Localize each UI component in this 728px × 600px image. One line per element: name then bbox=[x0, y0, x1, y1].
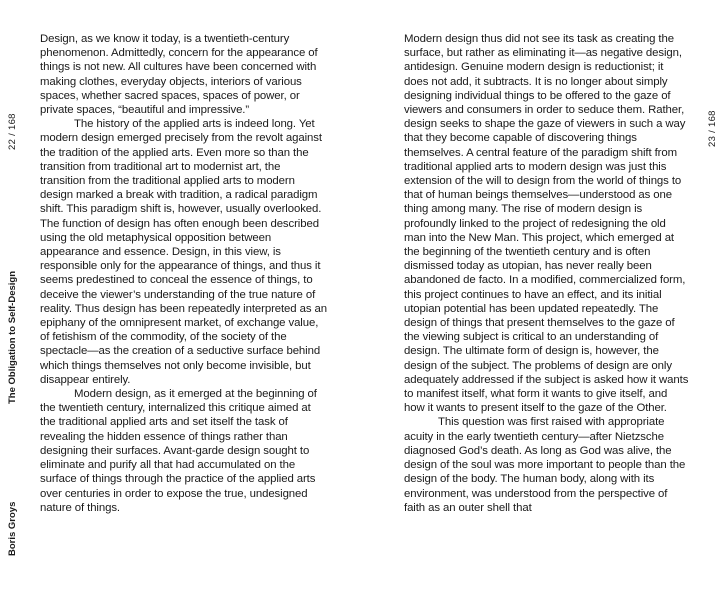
left-text-column bbox=[40, 32, 328, 515]
paragraph: Design, as we know it today, is a twentieth-century phenomenon. Admittedly, concern for the appearance of things is not new. All cultures have been concerned with making clothes, everyday objects, interiors of various spaces, whether sacred spaces, spaces of power, or private spaces, “beautiful and impressive.” bbox=[40, 33, 318, 117]
right-page-number: 23 / 168 bbox=[707, 110, 718, 147]
author-name: Boris Groys bbox=[7, 501, 18, 556]
left-page-number: 22 / 168 bbox=[7, 113, 18, 150]
paragraph: Modern design, as it emerged at the beginning of the twentieth century, internalized this critique aimed at the traditional applied arts and set itself the task of revealing the hidden essence of things rather than designing their surfaces. Avant-garde design sought to eliminate and purify all that had accumulated on the surface of things through the practice of the applied arts over centuries in order to expose the true, undesigned nature of things. bbox=[40, 388, 317, 514]
paragraph: This question was first raised with appropriate acuity in the early twentieth century—after Nietzsche diagnosed God’s death. As long as God was alive, the design of the soul was more important to people than the design of the body. The human body, along with its environment, was understood from the perspective of faith as an outer shell that bbox=[404, 416, 686, 514]
paragraph: The history of the applied arts is indeed long. Yet modern design emerged precisely from the revolt against the tradition of the applied arts. Even more so than the transition from traditional art to modernist art, the transition from the traditional applied arts to modern design marked a break with tradition, a radical paradigm shift. This paradigm shift is, however, usually overlooked. The function of design has often enough been described using the old metaphysical opposition between appearance and essence. Design, in this view, is responsible only for the appearance of things, and thus it seems predestined to conceal the essence of things, to deceive the viewer’s understanding of the true nature of reality. Thus design has been repeatedly interpreted as an epiphany of the omnipresent market, of exchange value, of fetishism of the commodity, of the society of the spectacle—as the creation of a seductive surface behind which things themselves not only become invisible, but disappear entirely. bbox=[40, 118, 327, 386]
running-title: The Obligation to Self-Design bbox=[7, 271, 18, 404]
paragraph: Modern design thus did not see its task as creating the surface, but rather as eliminating it—as negative design, antidesign. Genuine modern design is reductionist; it does not add, it subtracts. It is no longer about simply designing individual things to be offered to the gaze of viewers and consumers in order to seduce them. Rather, design seeks to shape the gaze of viewers in such a way that they become capable of discovering things themselves. A central feature of the paradigm shift from traditional applied arts to modern design was just this extension of the will to design from the world of things to that of human beings themselves—understood as one thing among many. The rise of modern design is profoundly linked to the project of redesigning the old man into the New Man. This project, which emerged at the beginning of the twentieth century and is often dismissed today as utopian, has never really been abandoned de facto. In a modified, commercialized form, this project continues to have an effect, and its initial utopian potential has been updated repeatedly. The design of things that present themselves to the gaze of the viewing subject is critical to an understanding of design. The ultimate form of design is, however, the design of the subject. The problems of design are only adequately addressed if the subject is asked how it wants to manifest itself, what form it wants to give itself, and how it wants to present itself to the gaze of the Other. bbox=[404, 33, 689, 415]
right-text-column bbox=[404, 32, 690, 515]
